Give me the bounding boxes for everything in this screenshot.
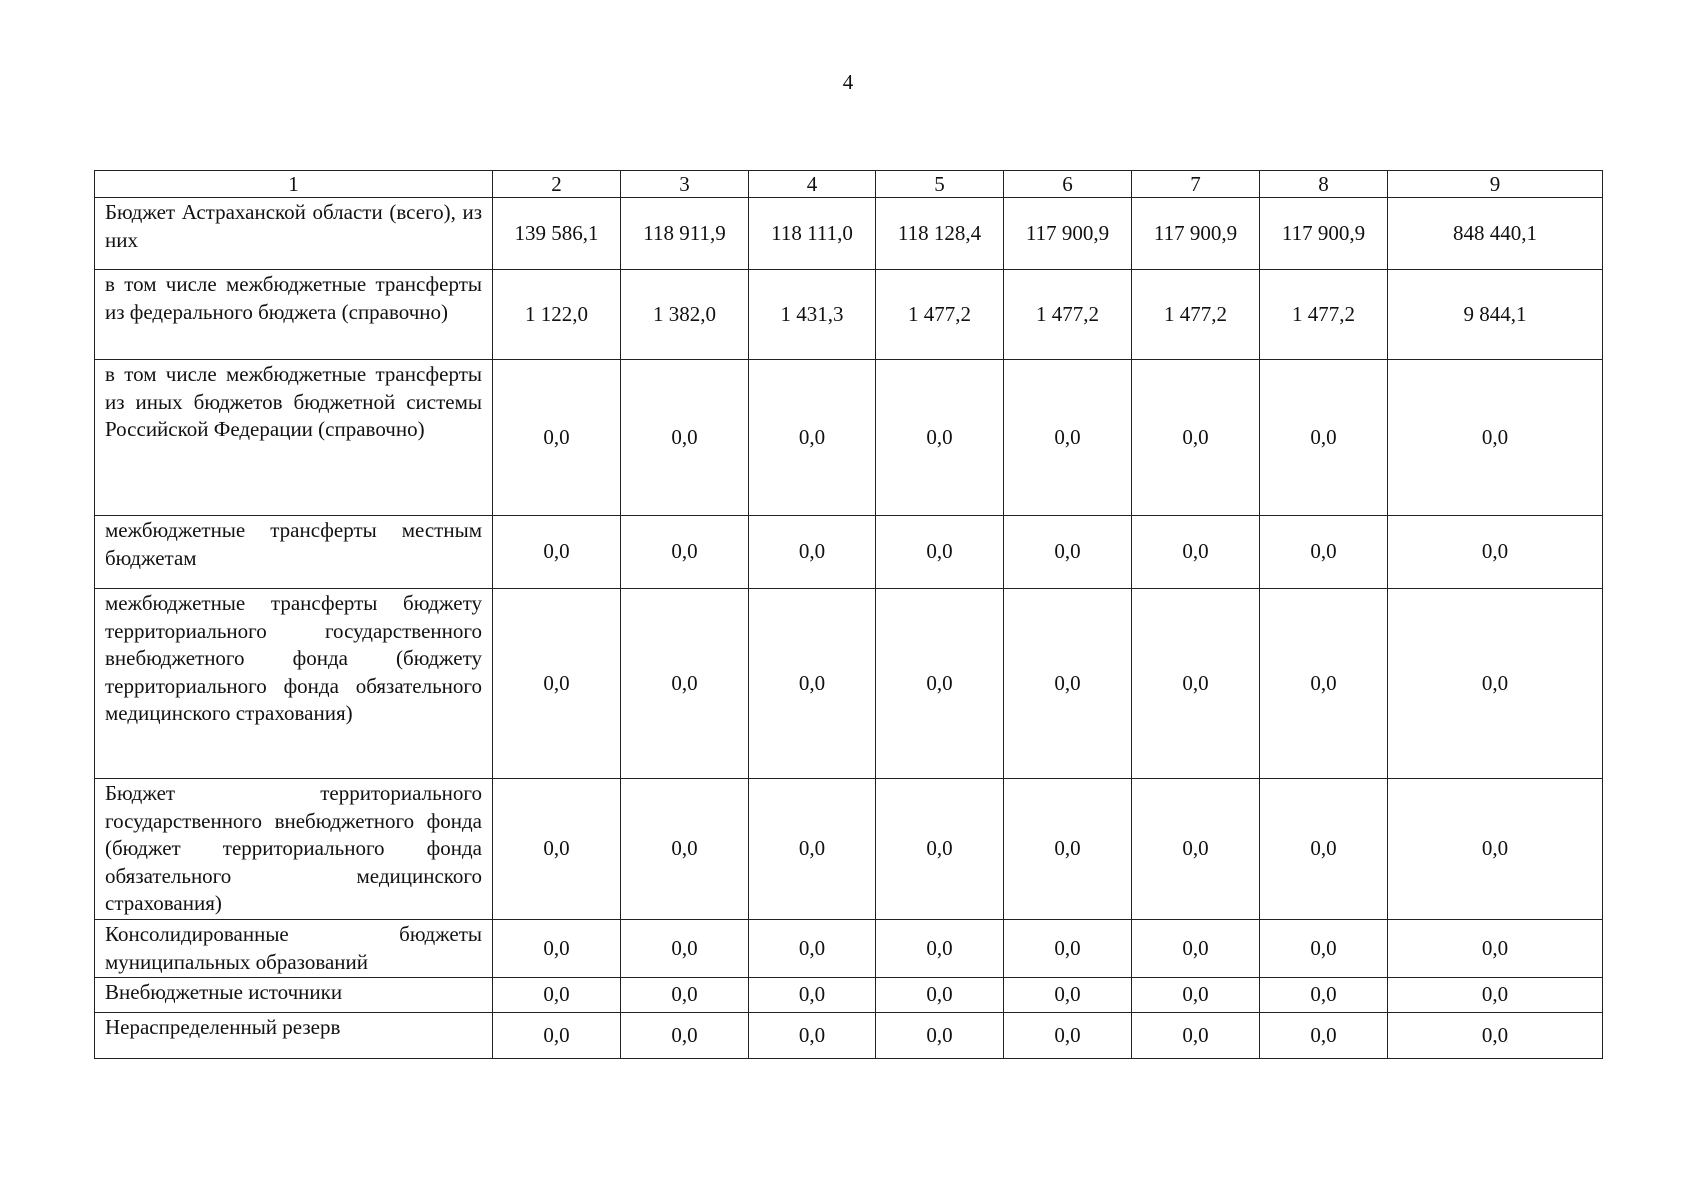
- table-cell: 0,0: [1004, 516, 1132, 589]
- column-header: 9: [1388, 171, 1603, 198]
- table-cell: 0,0: [1004, 589, 1132, 779]
- row-label: Бюджет Астраханской области (всего), из них: [95, 198, 493, 270]
- table-cell: 0,0: [1260, 589, 1388, 779]
- table-cell: 0,0: [876, 516, 1004, 589]
- row-label: межбюджетные трансферты бюджету территориального государственного внебюджетного фонда (бюджету территориального фонда обязательного медицинского страхования): [95, 589, 493, 779]
- table-cell: 1 477,2: [1004, 270, 1132, 360]
- table-cell: 117 900,9: [1260, 198, 1388, 270]
- table-cell: 117 900,9: [1132, 198, 1260, 270]
- column-header: 2: [493, 171, 621, 198]
- table-cell: 0,0: [621, 1013, 749, 1059]
- table-cell: 0,0: [1260, 978, 1388, 1013]
- table-cell: 0,0: [621, 920, 749, 978]
- table-cell: 0,0: [1388, 779, 1603, 920]
- table-cell: 0,0: [1260, 1013, 1388, 1059]
- table-cell: 0,0: [621, 360, 749, 516]
- table-cell: 0,0: [1132, 779, 1260, 920]
- row-label: Консолидированные бюджеты муниципальных образований: [95, 920, 493, 978]
- table-cell: 0,0: [1004, 360, 1132, 516]
- table-cell: 118 111,0: [749, 198, 876, 270]
- table-row: [95, 589, 1603, 779]
- table-cell: 0,0: [749, 1013, 876, 1059]
- table-cell: 0,0: [493, 920, 621, 978]
- table-cell: 0,0: [749, 920, 876, 978]
- table-row: [95, 198, 1603, 270]
- table-cell: 0,0: [493, 779, 621, 920]
- table-row: [95, 270, 1603, 360]
- table-cell: 1 431,3: [749, 270, 876, 360]
- budget-table: [94, 170, 1603, 1059]
- table-cell: 1 477,2: [1132, 270, 1260, 360]
- table-cell: 0,0: [621, 978, 749, 1013]
- table-cell: 0,0: [1260, 516, 1388, 589]
- table-cell: 0,0: [1388, 360, 1603, 516]
- row-label: в том числе межбюджетные трансферты из федерального бюджета (справочно): [95, 270, 493, 360]
- table-row: [95, 1013, 1603, 1059]
- page-number: 4: [842, 70, 854, 94]
- table-cell: 0,0: [749, 360, 876, 516]
- table-cell: 0,0: [1132, 1013, 1260, 1059]
- table-cell: 0,0: [1004, 779, 1132, 920]
- table-cell: 0,0: [876, 978, 1004, 1013]
- table-cell: 0,0: [1132, 360, 1260, 516]
- column-header: 8: [1260, 171, 1388, 198]
- table-cell: 0,0: [493, 360, 621, 516]
- column-header: 1: [95, 171, 493, 198]
- row-label: Внебюджетные источники: [95, 978, 493, 1013]
- column-header: 5: [876, 171, 1004, 198]
- table-cell: 0,0: [749, 589, 876, 779]
- table-cell: 0,0: [876, 920, 1004, 978]
- table-cell: 139 586,1: [493, 198, 621, 270]
- table-cell: 0,0: [1388, 516, 1603, 589]
- table-cell: 0,0: [1132, 978, 1260, 1013]
- table-cell: 0,0: [1388, 589, 1603, 779]
- table-cell: 0,0: [876, 779, 1004, 920]
- row-label: межбюджетные трансферты местным бюджетам: [95, 516, 493, 589]
- table-cell: 1 382,0: [621, 270, 749, 360]
- table-cell: 0,0: [1388, 920, 1603, 978]
- table-header-row: [95, 171, 1603, 198]
- table-cell: 0,0: [1132, 920, 1260, 978]
- table-cell: 0,0: [1004, 1013, 1132, 1059]
- table-cell: 0,0: [621, 779, 749, 920]
- table-cell: 1 477,2: [1260, 270, 1388, 360]
- table-row: [95, 516, 1603, 589]
- table-cell: 0,0: [1388, 1013, 1603, 1059]
- table-row: [95, 779, 1603, 920]
- table-cell: 0,0: [1004, 920, 1132, 978]
- table-cell: 1 477,2: [876, 270, 1004, 360]
- table-row: [95, 978, 1603, 1013]
- table-cell: 0,0: [493, 516, 621, 589]
- table-cell: 0,0: [1260, 360, 1388, 516]
- table-cell: 118 128,4: [876, 198, 1004, 270]
- column-header: 4: [749, 171, 876, 198]
- row-label: в том числе межбюджетные трансферты из иных бюджетов бюджетной системы Российской Федерации (справочно): [95, 360, 493, 516]
- table-cell: 0,0: [749, 978, 876, 1013]
- table-cell: 0,0: [493, 1013, 621, 1059]
- table-cell: 118 911,9: [621, 198, 749, 270]
- table-row: [95, 920, 1603, 978]
- table-cell: 0,0: [749, 516, 876, 589]
- table-cell: 0,0: [1388, 978, 1603, 1013]
- table-cell: 0,0: [749, 779, 876, 920]
- table-cell: 0,0: [876, 360, 1004, 516]
- table-cell: 0,0: [876, 1013, 1004, 1059]
- table-cell: 1 122,0: [493, 270, 621, 360]
- table-cell: 848 440,1: [1388, 198, 1603, 270]
- table-row: [95, 360, 1603, 516]
- table-cell: 0,0: [876, 589, 1004, 779]
- table-cell: 0,0: [1260, 920, 1388, 978]
- table-cell: 0,0: [1004, 978, 1132, 1013]
- table-cell: 0,0: [493, 589, 621, 779]
- row-label: Бюджет территориального государственного внебюджетного фонда (бюджет территориального фонда обязательного медицинского страхования): [95, 779, 493, 920]
- table-cell: 117 900,9: [1004, 198, 1132, 270]
- table-cell: 0,0: [621, 589, 749, 779]
- table-cell: 0,0: [1260, 779, 1388, 920]
- table-cell: 9 844,1: [1388, 270, 1603, 360]
- column-header: 7: [1132, 171, 1260, 198]
- table-cell: 0,0: [493, 978, 621, 1013]
- table-cell: 0,0: [1132, 516, 1260, 589]
- table-cell: 0,0: [621, 516, 749, 589]
- column-header: 3: [621, 171, 749, 198]
- row-label: Нераспределенный резерв: [95, 1013, 493, 1059]
- table-cell: 0,0: [1132, 589, 1260, 779]
- column-header: 6: [1004, 171, 1132, 198]
